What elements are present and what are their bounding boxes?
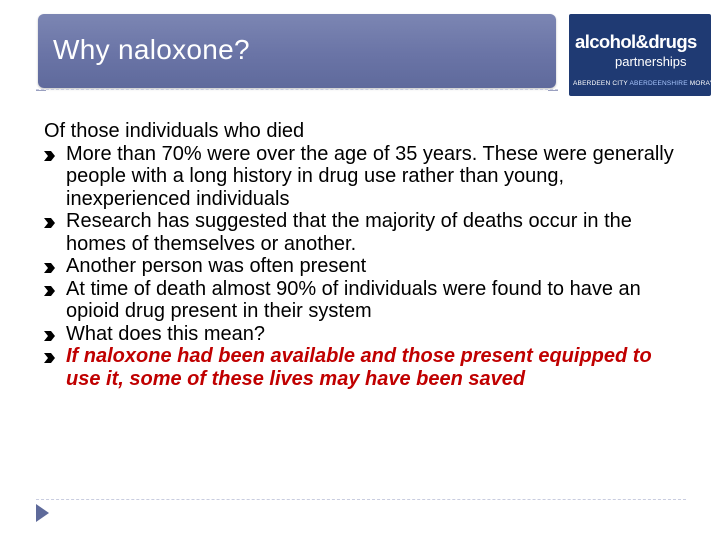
bullet-arrow-icon [44,286,55,296]
bullet-arrow-icon [44,331,55,341]
bullet-text: Research has suggested that the majority of deaths occur in the homes of themselves or another. [66,210,632,255]
bullet-text: Another person was often present [66,255,367,277]
partnership-logo [569,14,715,96]
slide-body [44,120,684,390]
intro-text: Of those individuals who died [44,120,305,142]
logo-regions [573,80,714,87]
bullet-text: More than 70% were over the age of 35 years. These were generally people with a long history in drug use rather than young, inexperienced individuals [66,142,674,210]
logo-region-moray: MORAY [689,80,715,87]
footer-divider [36,499,686,500]
list-item [44,255,684,278]
bullet-arrow-icon [44,353,55,363]
bullet-text: What does this mean? [66,322,265,345]
list-item [44,210,684,255]
logo-main-text: alcohol&drugs [575,31,697,52]
logo-region-aberdeenshire: ABERDEENSHIRE [629,80,688,87]
list-item [44,345,684,390]
list-item [44,278,684,323]
logo-sub-text: partnerships [615,54,687,69]
title-divider [36,89,558,90]
title-banner [38,14,556,88]
slide-title: Why naloxone? [53,34,250,65]
highlight-bullet-text: If naloxone had been available and those present equipped to use it, some of these lives may have been saved [66,345,652,390]
bullet-list [44,143,684,391]
next-slide-arrow-icon[interactable] [36,504,49,522]
bullet-text: At time of death almost 90% of individuals were found to have an opioid drug present in their system [66,277,641,322]
list-item [44,143,684,211]
list-item [44,323,684,346]
bullet-arrow-icon [44,218,55,228]
logo-region-aberdeen-city: ABERDEEN CITY [573,80,628,87]
bullet-arrow-icon [44,263,55,273]
bullet-arrow-icon [44,151,55,161]
